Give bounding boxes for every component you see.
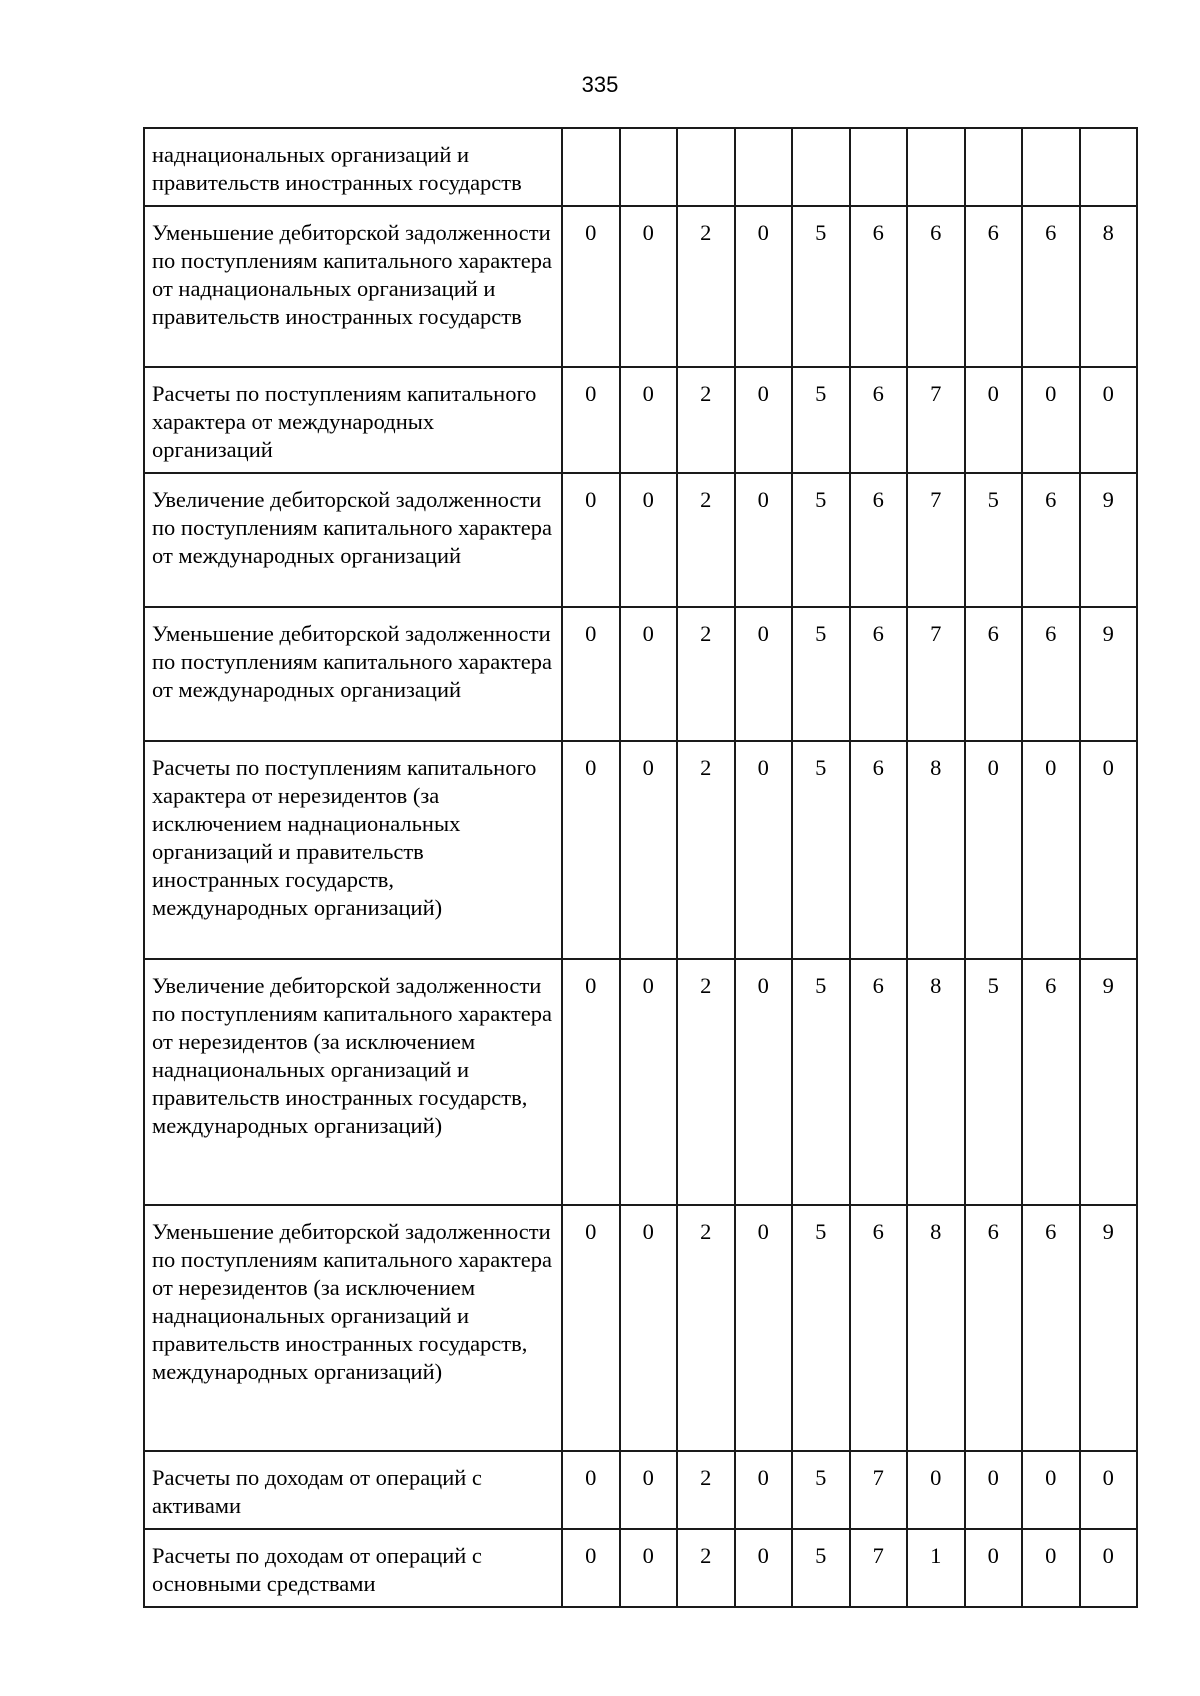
page-number: 335 (581, 72, 619, 97)
table-row (144, 128, 1137, 206)
code-digit-cell: 6 (850, 959, 908, 1205)
code-digit-cell (735, 128, 793, 206)
code-digit-cell: 6 (850, 1205, 908, 1451)
code-digit-cell: 0 (620, 473, 678, 607)
accounts-table (143, 127, 1138, 1608)
code-digit-cell: 2 (677, 1451, 735, 1529)
code-digit-cell: 8 (907, 1205, 965, 1451)
code-digit-cell: 6 (850, 473, 908, 607)
code-digit-cell (677, 128, 735, 206)
code-digit-cell: 2 (677, 607, 735, 741)
table-row (144, 959, 1137, 1205)
code-digit-cell: 0 (1022, 367, 1080, 473)
code-digit-cell: 0 (735, 206, 793, 367)
code-digit-cell: 2 (677, 959, 735, 1205)
account-name-cell: Расчеты по доходам от операций с активами (144, 1451, 562, 1529)
code-digit-cell: 0 (620, 206, 678, 367)
code-digit-cell: 0 (1022, 1529, 1080, 1607)
table-row (144, 741, 1137, 959)
code-digit-cell: 0 (620, 1451, 678, 1529)
table-row (144, 1529, 1137, 1607)
code-digit-cell: 0 (735, 367, 793, 473)
code-digit-cell: 0 (735, 473, 793, 607)
code-digit-cell: 0 (1022, 741, 1080, 959)
account-name-cell: Уменьшение дебиторской задолженности по поступлениям капитального характера от нерезидентов (за исключением наднациональных организаций и правительств иностранных государств, международных организаций) (144, 1205, 562, 1451)
code-digit-cell: 8 (907, 959, 965, 1205)
code-digit-cell: 5 (792, 607, 850, 741)
code-digit-cell (850, 128, 908, 206)
table-row (144, 473, 1137, 607)
code-digit-cell: 0 (735, 959, 793, 1205)
code-digit-cell: 0 (735, 741, 793, 959)
code-digit-cell: 6 (850, 741, 908, 959)
account-name-cell: Увеличение дебиторской задолженности по поступлениям капитального характера от нерезидентов (за исключением наднациональных организаций и правительств иностранных государств, международных организаций) (144, 959, 562, 1205)
code-digit-cell: 6 (965, 607, 1023, 741)
code-digit-cell: 6 (965, 206, 1023, 367)
code-digit-cell: 6 (1022, 959, 1080, 1205)
code-digit-cell: 2 (677, 367, 735, 473)
account-name-cell: Увеличение дебиторской задолженности по поступлениям капитального характера от международных организаций (144, 473, 562, 607)
account-name-cell: наднациональных организаций и правительств иностранных государств (144, 128, 562, 206)
code-digit-cell (907, 128, 965, 206)
code-digit-cell: 0 (562, 473, 620, 607)
code-digit-cell: 6 (907, 206, 965, 367)
code-digit-cell: 9 (1080, 959, 1138, 1205)
code-digit-cell (620, 128, 678, 206)
code-digit-cell: 5 (965, 473, 1023, 607)
code-digit-cell: 5 (792, 1529, 850, 1607)
code-digit-cell: 5 (965, 959, 1023, 1205)
code-digit-cell: 0 (562, 741, 620, 959)
code-digit-cell: 7 (907, 367, 965, 473)
table-body (144, 128, 1137, 1607)
code-digit-cell: 1 (907, 1529, 965, 1607)
code-digit-cell: 8 (1080, 206, 1138, 367)
code-digit-cell: 0 (562, 367, 620, 473)
code-digit-cell: 0 (1022, 1451, 1080, 1529)
code-digit-cell: 0 (965, 741, 1023, 959)
code-digit-cell: 0 (735, 607, 793, 741)
code-digit-cell: 2 (677, 206, 735, 367)
code-digit-cell: 0 (620, 1205, 678, 1451)
code-digit-cell: 6 (1022, 1205, 1080, 1451)
code-digit-cell: 6 (850, 206, 908, 367)
code-digit-cell: 0 (620, 367, 678, 473)
code-digit-cell: 6 (850, 367, 908, 473)
code-digit-cell: 2 (677, 741, 735, 959)
code-digit-cell: 0 (965, 367, 1023, 473)
code-digit-cell: 0 (562, 206, 620, 367)
code-digit-cell (562, 128, 620, 206)
code-digit-cell: 5 (792, 367, 850, 473)
code-digit-cell: 0 (620, 607, 678, 741)
code-digit-cell: 0 (1080, 1451, 1138, 1529)
code-digit-cell: 5 (792, 741, 850, 959)
code-digit-cell: 5 (792, 206, 850, 367)
code-digit-cell: 0 (735, 1451, 793, 1529)
code-digit-cell: 0 (562, 1205, 620, 1451)
code-digit-cell: 8 (907, 741, 965, 959)
code-digit-cell: 7 (850, 1451, 908, 1529)
code-digit-cell: 5 (792, 473, 850, 607)
table-row (144, 607, 1137, 741)
code-digit-cell: 0 (1080, 367, 1138, 473)
account-name-cell: Уменьшение дебиторской задолженности по поступлениям капитального характера от наднациональных организаций и правительств иностранных государств (144, 206, 562, 367)
code-digit-cell (1022, 128, 1080, 206)
code-digit-cell: 7 (907, 473, 965, 607)
account-name-cell: Уменьшение дебиторской задолженности по поступлениям капитального характера от международных организаций (144, 607, 562, 741)
code-digit-cell (965, 128, 1023, 206)
code-digit-cell: 9 (1080, 607, 1138, 741)
account-name-cell: Расчеты по поступлениям капитального характера от международных организаций (144, 367, 562, 473)
code-digit-cell: 2 (677, 473, 735, 607)
account-name-cell: Расчеты по доходам от операций с основными средствами (144, 1529, 562, 1607)
table-row (144, 1205, 1137, 1451)
code-digit-cell: 0 (1080, 741, 1138, 959)
code-digit-cell: 7 (850, 1529, 908, 1607)
code-digit-cell: 0 (620, 1529, 678, 1607)
code-digit-cell: 0 (620, 741, 678, 959)
code-digit-cell: 5 (792, 1451, 850, 1529)
code-digit-cell: 0 (735, 1529, 793, 1607)
code-digit-cell: 7 (907, 607, 965, 741)
code-digit-cell (792, 128, 850, 206)
code-digit-cell: 9 (1080, 1205, 1138, 1451)
code-digit-cell: 0 (562, 1529, 620, 1607)
code-digit-cell: 6 (850, 607, 908, 741)
table-row (144, 367, 1137, 473)
code-digit-cell: 0 (735, 1205, 793, 1451)
code-digit-cell: 0 (562, 1451, 620, 1529)
code-digit-cell: 0 (1080, 1529, 1138, 1607)
code-digit-cell: 6 (965, 1205, 1023, 1451)
code-digit-cell: 5 (792, 959, 850, 1205)
code-digit-cell: 9 (1080, 473, 1138, 607)
code-digit-cell: 0 (965, 1529, 1023, 1607)
code-digit-cell: 6 (1022, 607, 1080, 741)
code-digit-cell: 5 (792, 1205, 850, 1451)
code-digit-cell (1080, 128, 1138, 206)
code-digit-cell: 6 (1022, 206, 1080, 367)
code-digit-cell: 2 (677, 1529, 735, 1607)
table-row (144, 1451, 1137, 1529)
account-name-cell: Расчеты по поступлениям капитального характера от нерезидентов (за исключением наднациональных организаций и правительств иностранных государств, международных организаций) (144, 741, 562, 959)
code-digit-cell: 2 (677, 1205, 735, 1451)
code-digit-cell: 0 (620, 959, 678, 1205)
code-digit-cell: 0 (562, 607, 620, 741)
code-digit-cell: 0 (907, 1451, 965, 1529)
code-digit-cell: 0 (965, 1451, 1023, 1529)
code-digit-cell: 0 (562, 959, 620, 1205)
table-row (144, 206, 1137, 367)
code-digit-cell: 6 (1022, 473, 1080, 607)
